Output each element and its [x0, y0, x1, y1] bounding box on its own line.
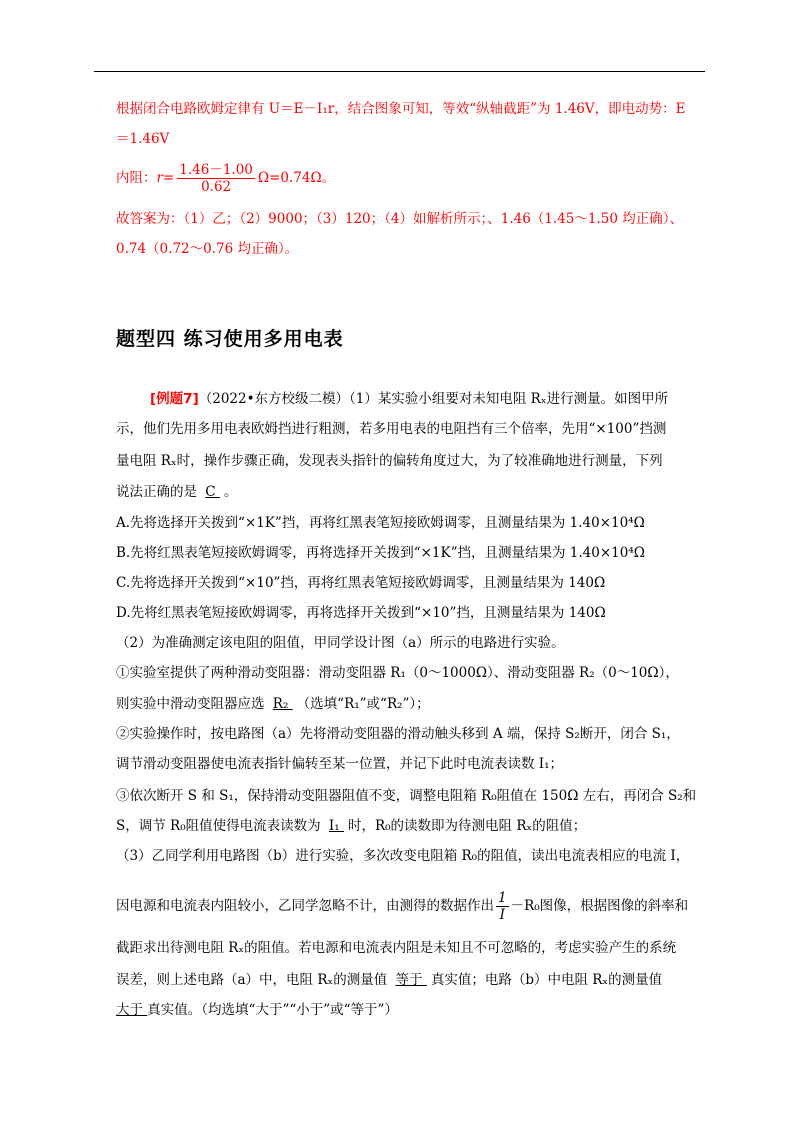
answer-blank-4: 等于 [395, 972, 427, 988]
fraction-numerator: 1.46－1.00 [179, 162, 253, 178]
question-2: （2）为准确测定该电阻的阻值，甲同学设计图（a）所示的电路进行实验。 [116, 635, 565, 651]
resistance-fraction [177, 162, 255, 195]
answer-line-2: ＝1.46V [116, 131, 170, 147]
question-3e [116, 1000, 398, 1020]
question-2-step-3b [116, 816, 586, 836]
option-c: C.先将选择开关拨到“×10”挡，再将红黑表笔短接欧姆调零，且测量结果为 140Ω [116, 575, 606, 591]
answer-blank-1: C [205, 484, 220, 500]
question-3a: （3）乙同学利用电路图（b）进行实验，多次改变电阻箱 R₀的阻值，读出电流表相应的电流 I， [116, 848, 690, 864]
fraction-denominator: 0.62 [201, 179, 232, 195]
answer-blank-3: I₁ [328, 818, 344, 834]
r-symbol: r [156, 170, 163, 186]
question-text-end: 真实值。（均选填“大于”“小于”或“等于”） [147, 1002, 398, 1018]
answer-blank-5: 大于 [116, 1002, 148, 1018]
equals-sign: = [162, 170, 175, 186]
question-text: 误差，则上述电路（a）中，电阻 Rₓ的测量值 [116, 972, 392, 988]
question-3c: 截距求出待测电阻 Rₓ的阻值。若电源和电流表内阻是未知且不可忽略的，考虑实验产生的系统 [116, 940, 677, 956]
question-2-step-2b: 调节滑动变阻器使电流表指针偏转至某一位置，并记下此时电流表读数 I₁； [116, 756, 564, 772]
answer-line-1: 根据闭合电路欧姆定律有 U＝E－I₁r，结合图象可知，等效“纵轴截距”为 1.46V，即电动势：E [116, 101, 686, 117]
example-para-1a [150, 389, 668, 409]
final-answer-line-2: 0.74（0.72～0.76 均正确）。 [116, 241, 299, 257]
question-text: 因电源和电流表内阻较小，乙同学忽略不计，由测得的数据作出 [116, 898, 494, 914]
question-2-step-2a: ②实验操作时，按电路图（a）先将滑动变阻器的滑动触头移到 A 端，保持 S₂断开，闭合 S₁， [116, 726, 680, 742]
resistance-result: Ω=0.74Ω。 [257, 170, 336, 186]
answer-blank-2: R₂ [272, 696, 293, 712]
question-text: 则实验中滑动变阻器应选 [116, 696, 269, 712]
option-b: B.先将红黑表笔短接欧姆调零，再将选择开关拨到“×1K”挡，且测量结果为 1.40×10⁴Ω [116, 545, 645, 561]
example-para-1c: 量电阻 Rₓ时，操作步骤正确，发现表头指针的偏转角度过大，为了较准确地进行测量，下列 [116, 453, 663, 469]
question-text-end: （选填“R₁”或“R₂”）； [296, 696, 430, 712]
fraction-numerator: 1 [498, 890, 507, 906]
example-text-1a: （2022•东方校级二模）（1）某实验小组要对未知电阻 Rₓ进行测量。如图甲所 [198, 391, 669, 407]
example-tag: [例题7] [150, 391, 199, 407]
question-text-end: －R₀图像，根据图像的斜率和 [510, 898, 689, 914]
section-heading: 题型四 练习使用多用电表 [116, 328, 344, 350]
option-a: A.先将选择开关拨到“×1K”挡，再将红黑表笔短接欧姆调零，且测量结果为 1.40×10⁴Ω [116, 515, 645, 531]
question-text-end: 。 [223, 484, 238, 500]
question-2-step-1b [116, 694, 430, 714]
question-2-step-1a: ①实验室提供了两种滑动变阻器：滑动变阻器 R₁（0～1000Ω）、滑动变阻器 R₂（0～10Ω）， [116, 665, 679, 681]
example-para-1d [116, 482, 237, 502]
question-text: 说法正确的是 [116, 484, 202, 500]
question-2-step-3a: ③依次断开 S 和 S₁，保持滑动变阻器阻值不变，调整电阻箱 R₀阻值在 150Ω 左右，再闭合 S₂和 [116, 788, 697, 804]
answer-inner-resistance [116, 160, 335, 196]
fraction-denominator: I [499, 907, 505, 923]
question-text-end: 真实值；电路（b）中电阻 Rₓ的测量值 [430, 972, 663, 988]
question-text-end: 时，R₀的读数即为待测电阻 Rₓ的阻值； [347, 818, 587, 834]
question-3b [116, 888, 688, 924]
inverse-current-fraction [496, 890, 509, 923]
question-text: S，调节 R₀阻值使得电流表读数为 [116, 818, 325, 834]
final-answer-line-1: 故答案为：（1）乙；（2）9000；（3）120；（4）如解析所示；、1.46（1.45～1.50 均正确）、 [116, 211, 683, 227]
option-d: D.先将红黑表笔短接欧姆调零，再将选择开关拨到“×10”挡，且测量结果为 140Ω [116, 605, 606, 621]
header-rule [94, 71, 705, 72]
inner-label: 内阻： [116, 170, 157, 186]
question-3d [116, 970, 662, 990]
example-para-1b: 示，他们先用多用电表欧姆挡进行粗测，若多用电表的电阻挡有三个倍率，先用“×100”挡测 [116, 421, 667, 437]
